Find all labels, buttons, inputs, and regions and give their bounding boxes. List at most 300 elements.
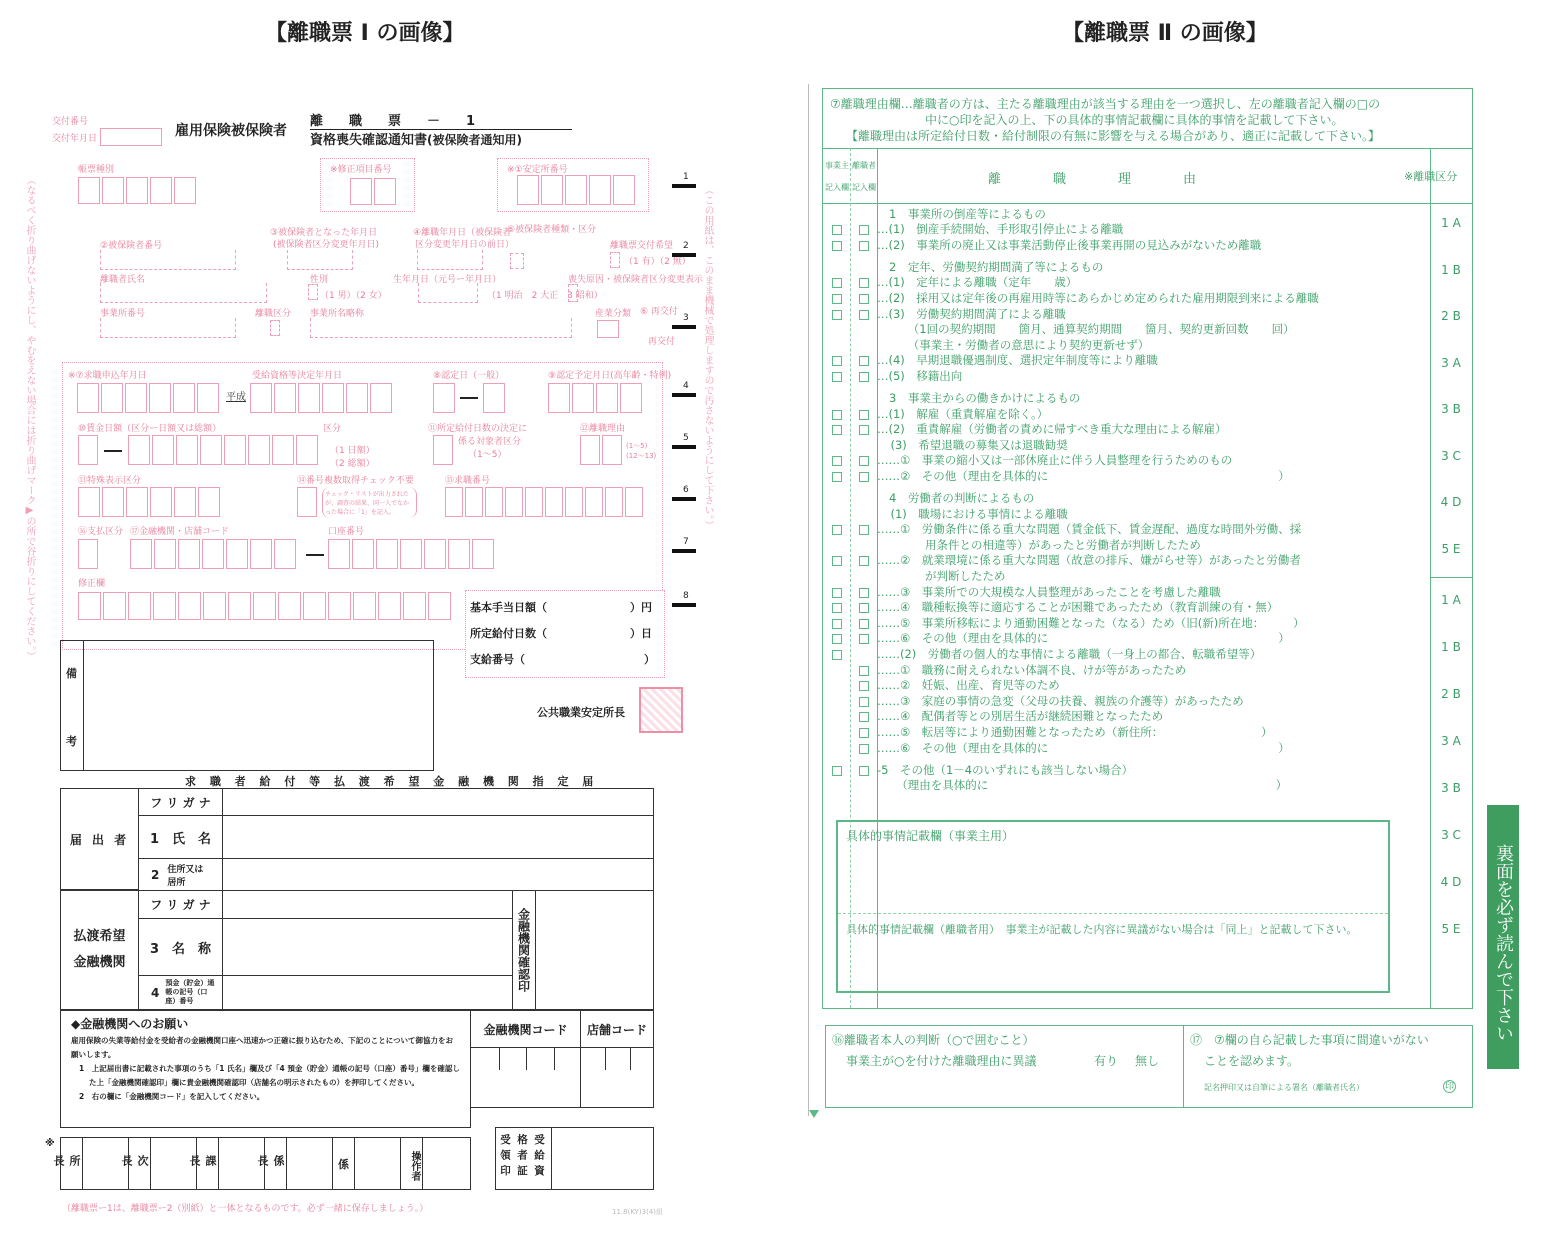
reason-row: [825, 741, 1425, 757]
loss-reason-label: 喪失原因・被保険者区分変更表示: [568, 275, 704, 285]
entry-box[interactable]: [448, 539, 470, 569]
leaver-checkbox[interactable]: [859, 425, 869, 435]
receipt-seal-field[interactable]: [552, 1128, 653, 1189]
employer-checkbox[interactable]: [832, 619, 842, 629]
timing-mark: [672, 445, 696, 449]
entry-box[interactable]: [545, 487, 563, 517]
staff-stamp-row: [52, 1137, 471, 1190]
entry-box[interactable]: [128, 435, 150, 465]
employer-checkbox[interactable]: [832, 372, 842, 382]
reason-text: 3 事業主からの働きかけによるもの: [889, 391, 1081, 406]
entry-box[interactable]: [78, 487, 100, 517]
leaver-checkbox[interactable]: [859, 356, 869, 366]
entry-box[interactable]: [150, 177, 172, 204]
leaver-checkbox[interactable]: [859, 410, 869, 420]
entry-box[interactable]: [173, 383, 195, 413]
leave-class-box[interactable]: [270, 320, 280, 336]
entry-box[interactable]: [202, 539, 224, 569]
entry-box[interactable]: [250, 539, 272, 569]
entry-box[interactable]: [103, 592, 126, 620]
class-column-header: ※離職区分: [1404, 170, 1458, 183]
entry-box[interactable]: [203, 592, 226, 620]
industry-box[interactable]: [597, 320, 619, 338]
leave-reason-label: ⑫離職理由: [580, 424, 626, 434]
reason-row: [825, 763, 1425, 779]
target-class-label: ⑪所定給付日数の決定に: [428, 424, 528, 434]
certification-plan-label: ⑨認定予定月日(高年齢・特例): [548, 371, 672, 381]
reason-row: [825, 778, 1425, 794]
day-suffix: ）日: [630, 627, 652, 640]
entry-box[interactable]: [525, 487, 543, 517]
employer-checkbox[interactable]: [832, 456, 842, 466]
reason-text: -5 その他（1－4のいずれにも該当しない場合）: [877, 762, 1134, 777]
entry-box[interactable]: [197, 383, 219, 413]
header-line-2: 中に○印を記入の上、下の具体的事情記載欄に具体的事情を記載して下さい。: [925, 113, 1344, 127]
separation-class-code: 1 A: [1441, 216, 1461, 230]
fix-item-boxes[interactable]: [350, 178, 396, 205]
class-codes-lower: [1430, 592, 1472, 968]
entry-box[interactable]: [328, 592, 351, 620]
entry-box[interactable]: [485, 487, 503, 517]
entry-box[interactable]: [445, 487, 463, 517]
machine-processing-notice: （この用紙は、このまま機械で処理しますので汚さないようにして下さい。）: [702, 185, 713, 530]
employer-checkbox[interactable]: [832, 278, 842, 288]
entry-box[interactable]: [596, 383, 618, 413]
heisei-label: 平成: [226, 392, 246, 403]
staff-label: 係長: [265, 1138, 287, 1189]
reason-text: が判断したため: [879, 569, 1006, 584]
certification-day-box-1[interactable]: [433, 383, 455, 413]
timing-mark-number: 4: [683, 381, 689, 391]
entry-box[interactable]: [101, 383, 123, 413]
entry-box[interactable]: [153, 592, 176, 620]
entry-box[interactable]: [400, 539, 422, 569]
timing-mark-number: 1: [683, 172, 689, 182]
form1-image-title: 【離職票 Ⅰ の画像】: [265, 21, 465, 46]
entry-box[interactable]: [297, 487, 317, 517]
reason-row: [825, 507, 1425, 523]
employer-checkbox[interactable]: [832, 356, 842, 366]
entry-box[interactable]: [128, 592, 151, 620]
separation-class-code: 3 A: [1441, 355, 1461, 370]
employer-checkbox[interactable]: [832, 410, 842, 420]
wage-amount-boxes[interactable]: [128, 435, 318, 465]
reason-row: [825, 616, 1425, 632]
employer-checkbox[interactable]: [832, 603, 842, 613]
entry-box[interactable]: [77, 383, 99, 413]
reason-text: 4 労働者の判断によるもの: [889, 491, 1035, 506]
employer-detail-label: 具体的事情記載欄（事業主用）: [846, 829, 1015, 843]
bank-code-label: ⑰金融機関・店舗コード: [130, 527, 230, 537]
bank-form-title: 求 職 者 給 付 等 払 渡 希 望 金 融 機 関 指 定 届: [185, 775, 599, 788]
office-name-field[interactable]: [310, 318, 572, 338]
reason-text: 用条件との相違等）があったと労働者が判断したため: [879, 537, 1201, 552]
bank-request-box: [60, 1010, 471, 1128]
reissue-label: ⑥ 再交付: [640, 307, 678, 317]
entry-box[interactable]: [126, 487, 148, 517]
staff-label: 係: [333, 1138, 355, 1189]
entry-box[interactable]: [517, 175, 539, 205]
birth-date-label: 生年月日（元号ー年月日）: [393, 275, 502, 285]
certification-day-label: ⑧認定日（一般）: [433, 371, 505, 381]
job-number-label: ⑮求職番号: [445, 476, 491, 486]
entry-box[interactable]: [125, 383, 147, 413]
entry-box[interactable]: [428, 592, 451, 620]
reason-row: [825, 222, 1425, 238]
entry-box[interactable]: [200, 435, 222, 465]
applicant-label: 届 出 者: [60, 788, 139, 890]
employer-checkbox[interactable]: [832, 472, 842, 482]
signature-field[interactable]: [1380, 1080, 1438, 1094]
leaver-checkbox[interactable]: [859, 603, 869, 613]
issue-request-box[interactable]: [610, 252, 620, 268]
entry-box[interactable]: [589, 175, 611, 205]
leaver-checkbox[interactable]: [859, 525, 869, 535]
reason-row: [825, 709, 1425, 725]
timing-mark-number: 8: [683, 591, 689, 601]
remarks-box[interactable]: [60, 640, 434, 771]
birth-date-field[interactable]: [418, 283, 478, 303]
industry-label: 産業分類: [595, 309, 632, 319]
employer-checkbox[interactable]: [832, 766, 842, 776]
entry-box[interactable]: [126, 177, 148, 204]
entry-box[interactable]: [613, 175, 635, 205]
entry-box[interactable]: [228, 592, 251, 620]
entry-box[interactable]: [541, 175, 563, 205]
employer-checkbox[interactable]: [832, 241, 842, 251]
office-use-asterisk: ※: [45, 1138, 55, 1149]
reason-text: （1回の契約期間 箇月、通算契約期間 箇月、契約更新回数 回）: [879, 322, 1295, 337]
entry-box[interactable]: [353, 592, 376, 620]
employer-checkbox[interactable]: [832, 225, 842, 235]
fix-item-label: ※修正項目番号: [330, 165, 392, 175]
divider: [83, 641, 84, 770]
entry-box[interactable]: [198, 487, 220, 517]
reason-text: ……⑥ その他（理由を具体的に ）: [877, 740, 1290, 755]
employer-checkbox[interactable]: [832, 525, 842, 535]
remarks-label-2: 考: [66, 735, 77, 748]
bank-furigana-field[interactable]: [222, 890, 513, 919]
confirm-line-1: ⑰ ⑦欄の自ら記載した事項に間違いがない: [1190, 1033, 1429, 1047]
reason-row: [825, 725, 1425, 741]
reason-text: ……③ 家庭の事情の急変（父母の扶養、親族の介護等）があったため: [877, 693, 1244, 708]
entry-box[interactable]: [178, 592, 201, 620]
timing-mark-number: 5: [683, 433, 689, 443]
entry-box[interactable]: [248, 435, 270, 465]
entry-box[interactable]: [433, 435, 453, 465]
reason-text: ……⑤ 転居等により通勤困難となったため（新住所： ）: [877, 725, 1273, 739]
entry-box[interactable]: [322, 383, 344, 413]
leaver-checkbox[interactable]: [859, 372, 869, 382]
entry-box[interactable]: [250, 383, 272, 413]
bank-confirm-seal-field[interactable]: [535, 890, 654, 1010]
staff-stamp-field[interactable]: [355, 1138, 401, 1189]
wage-class-box[interactable]: [78, 435, 98, 465]
reason-text: （理由を具体的に ）: [879, 778, 1288, 793]
office-name-label: 事業所名略称: [310, 309, 365, 319]
reason-row: [825, 338, 1425, 354]
entry-box[interactable]: [465, 487, 483, 517]
reason-text: 2 定年、労働契約期間満了等によるもの: [889, 259, 1104, 274]
leaver-checkbox[interactable]: [859, 728, 869, 738]
leave-reason-boxes[interactable]: [580, 435, 622, 465]
loss-reason-box[interactable]: [568, 284, 578, 302]
close-paren: ）: [644, 653, 655, 666]
form-subtitle-main: 資格喪失確認通知書: [310, 133, 428, 148]
staff-stamp-field[interactable]: [287, 1138, 333, 1189]
reason-row: [825, 275, 1425, 291]
target-class-box[interactable]: [433, 435, 453, 465]
correction-boxes[interactable]: [78, 592, 451, 620]
leaver-name-field[interactable]: [100, 283, 267, 303]
leaver-checkbox[interactable]: [859, 472, 869, 482]
entry-box[interactable]: [226, 539, 248, 569]
leaver-checkbox[interactable]: [859, 588, 869, 598]
employer-detail-field[interactable]: [838, 843, 1388, 910]
entry-box[interactable]: [585, 487, 603, 517]
staff-stamp-field[interactable]: [423, 1138, 470, 1189]
entry-box[interactable]: [102, 177, 124, 204]
employer-checkbox[interactable]: [832, 634, 842, 644]
office-number-label: ※①安定所番号: [507, 165, 568, 175]
leaver-checkbox[interactable]: [859, 310, 869, 320]
sex-label: 性別: [310, 275, 329, 285]
leaver-checkbox[interactable]: [859, 619, 869, 629]
reason-text: ……② その他（理由を具体的に ）: [877, 469, 1290, 483]
entry-box[interactable]: [374, 178, 396, 205]
reason-text: …(2) 事業所の廃止又は事業活動停止後事業再開の見込みがないため離職: [877, 237, 1262, 252]
applicant-name-field[interactable]: [222, 815, 654, 859]
employer-checkbox[interactable]: [832, 556, 842, 566]
multi-number-label: ⑭番号複数取得チェック不要: [297, 476, 414, 486]
entry-box[interactable]: [178, 539, 200, 569]
insured-kind-box[interactable]: [510, 253, 524, 269]
entry-box[interactable]: [149, 383, 171, 413]
reason-text: ……⑥ その他（理由を具体的に ）: [877, 631, 1290, 646]
name-label: 1 氏 名: [138, 815, 223, 859]
leave-class-label: 離職区分: [255, 309, 292, 319]
entry-box[interactable]: [78, 435, 98, 465]
entry-box[interactable]: [378, 592, 401, 620]
applicant-address-field[interactable]: [222, 858, 654, 891]
entry-box[interactable]: [274, 383, 296, 413]
timing-mark: [672, 393, 696, 397]
timing-mark: [672, 184, 696, 188]
reason-row: [825, 569, 1425, 585]
entry-box[interactable]: [298, 383, 320, 413]
entry-box[interactable]: [154, 539, 176, 569]
entry-box[interactable]: [272, 435, 294, 465]
reason-text: ……(2) 労働者の個人的な事情による離職（一身上の都合、転職希望等）: [877, 647, 1262, 662]
employer-checkbox[interactable]: [832, 650, 842, 660]
issue-date-field[interactable]: [100, 128, 162, 146]
leaver-checkbox[interactable]: [859, 634, 869, 644]
entry-box[interactable]: [625, 487, 643, 517]
payment-number-label: 支給番号（: [470, 653, 525, 666]
entry-box[interactable]: [303, 592, 326, 620]
reissue-label-2: 再交付: [648, 337, 676, 347]
target-class-label-2: 係る対象者区分: [458, 437, 522, 447]
entry-box[interactable]: [130, 539, 152, 569]
payment-class-box[interactable]: [78, 539, 98, 569]
apply-date-label: ※⑦求職申込年月日: [68, 371, 147, 381]
timing-mark: [672, 603, 696, 607]
job-number-boxes[interactable]: [445, 487, 643, 517]
special-display-boxes[interactable]: [78, 487, 220, 517]
furigana-label-2: フ リ ガ ナ: [138, 890, 223, 919]
account-number-boxes[interactable]: [328, 539, 494, 569]
entry-box[interactable]: [424, 539, 446, 569]
entry-box[interactable]: [176, 435, 198, 465]
entry-box[interactable]: [224, 435, 246, 465]
reason-text: （事業主・労働者の意思により契約更新せず）: [879, 337, 1150, 352]
entry-box[interactable]: [78, 177, 100, 204]
entry-box[interactable]: [174, 487, 196, 517]
payment-class-label: ⑯支払区分: [78, 527, 124, 537]
multi-number-box[interactable]: [297, 487, 317, 517]
leaver-detail-label: 具体的事情記載欄（離職者用） 事業主が記載した内容に異議がない場合は「同上」と記載して下さい。: [846, 923, 1358, 936]
apply-date-boxes[interactable]: [77, 383, 219, 413]
entry-box[interactable]: [102, 487, 124, 517]
office-num-label: 事業所番号: [100, 309, 146, 319]
timing-mark: [672, 497, 696, 501]
account-number: 4: [151, 985, 160, 1000]
entry-box[interactable]: [274, 539, 296, 569]
account-field[interactable]: [222, 975, 513, 1010]
date-became-field[interactable]: [287, 250, 353, 270]
separation-class-code: 1 B: [1441, 640, 1461, 654]
qualification-date-boxes[interactable]: [250, 383, 392, 413]
leaver-checkbox[interactable]: [859, 294, 869, 304]
reason-row: [825, 438, 1425, 454]
entry-box[interactable]: [602, 435, 622, 465]
leaver-checkbox[interactable]: [859, 241, 869, 251]
reason-text: …(5) 移籍出向: [877, 368, 963, 383]
bank-name-field[interactable]: [222, 918, 513, 976]
reason-text: …(1) 倒産手続開始、手形取引停止による離職: [877, 222, 1124, 237]
objection-no-option[interactable]: 無し: [1135, 1054, 1160, 1068]
staff-label: 操作者: [401, 1138, 423, 1189]
entry-box[interactable]: [605, 487, 623, 517]
entry-box[interactable]: [505, 487, 523, 517]
reason-row: [825, 260, 1425, 276]
page-edge: [808, 84, 809, 1116]
leave-date-field[interactable]: [417, 250, 483, 270]
entry-box[interactable]: [565, 487, 583, 517]
entry-box[interactable]: [483, 383, 505, 413]
office-number-boxes[interactable]: [517, 175, 635, 205]
leaver-checkbox[interactable]: [859, 225, 869, 235]
reason-text: ……⑤ 事業所移転により通勤困難となった（なる）ため（旧(新)所在地： ）: [877, 615, 1305, 630]
entry-box[interactable]: [253, 592, 276, 620]
employer-checkbox[interactable]: [832, 294, 842, 304]
entry-box[interactable]: [472, 539, 494, 569]
entry-box[interactable]: [548, 383, 570, 413]
separation-class-code: 5 E: [1441, 541, 1461, 556]
leaver-checkbox[interactable]: [859, 278, 869, 288]
leaver-detail-field[interactable]: [838, 938, 1388, 991]
divider: [822, 148, 1473, 149]
entry-box[interactable]: [150, 487, 172, 517]
office-num-field[interactable]: [100, 318, 236, 338]
separation-class-code: 5 E: [1441, 922, 1461, 936]
bank-code-field[interactable]: [470, 1047, 581, 1108]
entry-box[interactable]: [580, 435, 600, 465]
leave-date-sub-label: 区分変更年月日の前日）: [415, 240, 515, 250]
entry-box[interactable]: [370, 383, 392, 413]
entry-box[interactable]: [572, 383, 594, 413]
leaver-checkbox[interactable]: [859, 744, 869, 754]
applicant-furigana-field[interactable]: [222, 788, 654, 816]
form-type-boxes[interactable]: [78, 177, 196, 204]
reason-text: …(1) 解雇（重責解雇を除く。）: [877, 406, 1049, 421]
entry-box[interactable]: [565, 175, 587, 205]
separation-class-code: 3 B: [1441, 781, 1461, 795]
employer-checkbox[interactable]: [832, 310, 842, 320]
correction-label: 修正欄: [78, 579, 106, 589]
leave-date-label: ④離職年月日（被保険者: [413, 228, 512, 238]
reason-text: …(1) 定年による離職（定年 歳）: [877, 275, 1078, 290]
entry-box[interactable]: [78, 592, 101, 620]
divider: [1183, 1025, 1184, 1108]
reason-text: …(3) 労働契約期間満了による離職: [877, 306, 1066, 321]
issue-request-options: （1 有）（2 無）: [624, 257, 691, 267]
branch-code-field[interactable]: [580, 1047, 654, 1108]
entry-box[interactable]: [174, 177, 196, 204]
reason-row: [825, 491, 1425, 507]
leaver-checkbox[interactable]: [859, 766, 869, 776]
reason-row: [825, 353, 1425, 369]
bank-code-boxes[interactable]: [130, 539, 296, 569]
leaver-checkbox[interactable]: [859, 681, 869, 691]
reason-text: ……④ 職種転換等に適応することが困難であったため（教育訓練の有・無）: [877, 600, 1279, 615]
era-options: （1 明治 2 大正 3 昭和）: [487, 291, 603, 301]
entry-box[interactable]: [350, 178, 372, 205]
form-subtitle-note: (被保険者通知用): [427, 133, 522, 147]
entry-box[interactable]: [152, 435, 174, 465]
reason-row: [825, 647, 1425, 663]
entry-box[interactable]: [296, 435, 318, 465]
objection-yes-option[interactable]: 有り: [1094, 1054, 1119, 1068]
employer-checkbox[interactable]: [832, 425, 842, 435]
entry-box[interactable]: [620, 383, 642, 413]
insured-number-field[interactable]: [100, 250, 236, 270]
entry-box[interactable]: [278, 592, 301, 620]
leaver-checkbox[interactable]: [859, 556, 869, 566]
entry-box[interactable]: [346, 383, 368, 413]
leaver-checkbox[interactable]: [859, 666, 869, 676]
address-number: 2: [151, 867, 160, 882]
certification-plan-boxes[interactable]: [548, 383, 642, 413]
leaver-checkbox[interactable]: [859, 697, 869, 707]
employer-checkbox[interactable]: [832, 588, 842, 598]
sex-box[interactable]: [308, 284, 318, 300]
entry-box[interactable]: [78, 539, 98, 569]
yen-suffix: ）円: [630, 601, 652, 614]
reason-text: ……② 妊娠、出産、育児等のため: [877, 678, 1060, 693]
leaver-checkbox[interactable]: [859, 712, 869, 722]
entry-box[interactable]: [352, 539, 374, 569]
entry-box[interactable]: [433, 383, 455, 413]
certification-day-box-2[interactable]: [483, 383, 505, 413]
leaver-checkbox[interactable]: [859, 456, 869, 466]
kubun-label: 区分: [323, 424, 342, 434]
entry-box[interactable]: [403, 592, 426, 620]
entry-box[interactable]: [328, 539, 350, 569]
reason-text: ……① 労働条件に係る重大な問題（賃金低下、賃金遅配、過度な時間外労働、採: [877, 522, 1302, 537]
reason-row: [825, 453, 1425, 469]
entry-box[interactable]: [376, 539, 398, 569]
